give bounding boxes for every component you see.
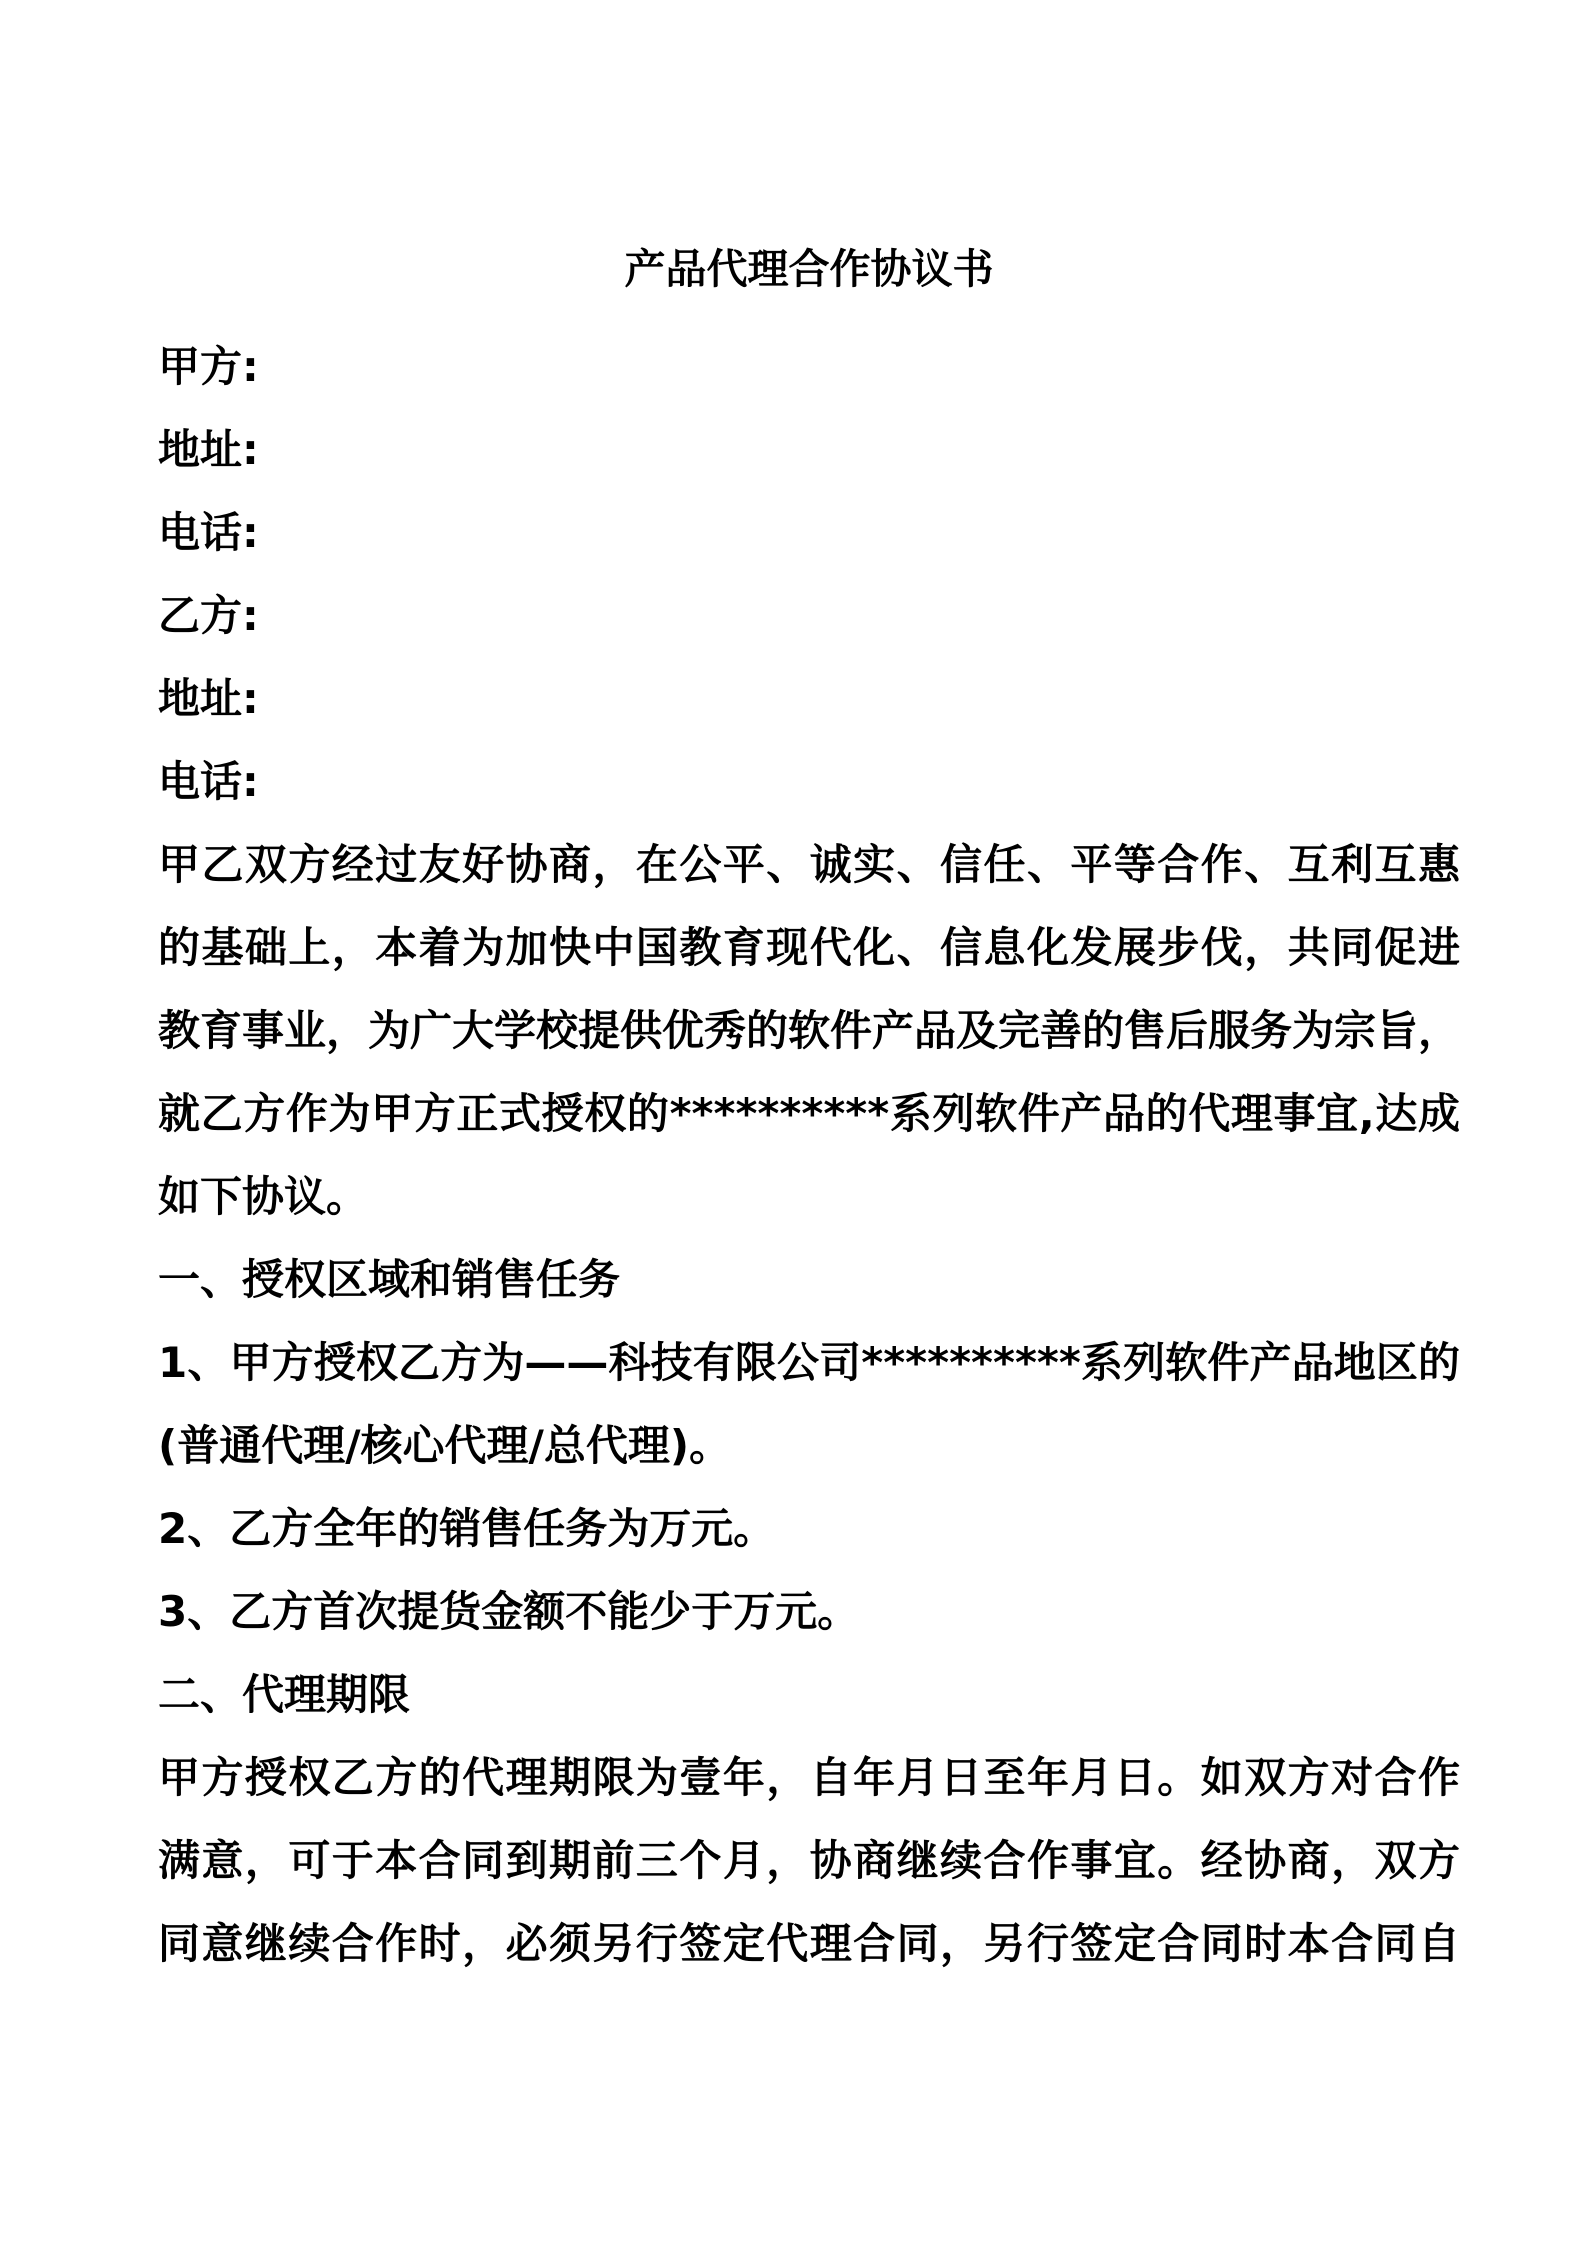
label-phone-b: 电话: bbox=[158, 757, 259, 806]
label-party-a: 甲方: bbox=[158, 342, 259, 391]
section-1-heading: 一、授权区域和销售任务 bbox=[158, 1255, 621, 1304]
preamble-line-3: 教育事业，为广大学校提供优秀的软件产品及完善的售后服务为宗旨， bbox=[158, 1006, 1461, 1055]
term-line-3: 同意继续合作时，必须另行签定代理合同，另行签定合同时本合同自 bbox=[158, 1919, 1460, 1968]
term-line-2: 满意，可于本合同到期前三个月，协商继续合作事宜。经协商，双方 bbox=[158, 1836, 1460, 1885]
clause-1-line-2: (普通代理/核心代理/总代理)。 bbox=[158, 1421, 732, 1470]
preamble-line-5: 如下协议。 bbox=[158, 1172, 369, 1221]
label-address-a: 地址: bbox=[158, 425, 259, 474]
clause-3: 3、乙方首次提货金额不能少于万元。 bbox=[158, 1587, 860, 1636]
label-party-b: 乙方: bbox=[158, 591, 259, 640]
doc-title: 产品代理合作协议书 bbox=[624, 245, 994, 293]
preamble-line-4: 就乙方作为甲方正式授权的**********系列软件产品的代理事宜,达成 bbox=[158, 1089, 1460, 1138]
section-2-heading: 二、代理期限 bbox=[158, 1670, 411, 1719]
term-line-1: 甲方授权乙方的代理期限为壹年，自年月日至年月日。如双方对合作 bbox=[158, 1753, 1460, 1802]
clause-1-line-1: 1、甲方授权乙方为——科技有限公司**********系列软件产品地区的 bbox=[158, 1338, 1460, 1387]
label-address-b: 地址: bbox=[158, 674, 259, 723]
clause-2: 2、乙方全年的销售任务为万元。 bbox=[158, 1504, 776, 1553]
label-phone-a: 电话: bbox=[158, 508, 259, 557]
preamble-line-1: 甲乙双方经过友好协商，在公平、诚实、信任、平等合作、互利互惠 bbox=[158, 840, 1460, 889]
document-content bbox=[158, 228, 1460, 1985]
preamble-line-2: 的基础上，本着为加快中国教育现代化、信息化发展步伐，共同促进 bbox=[158, 923, 1460, 972]
